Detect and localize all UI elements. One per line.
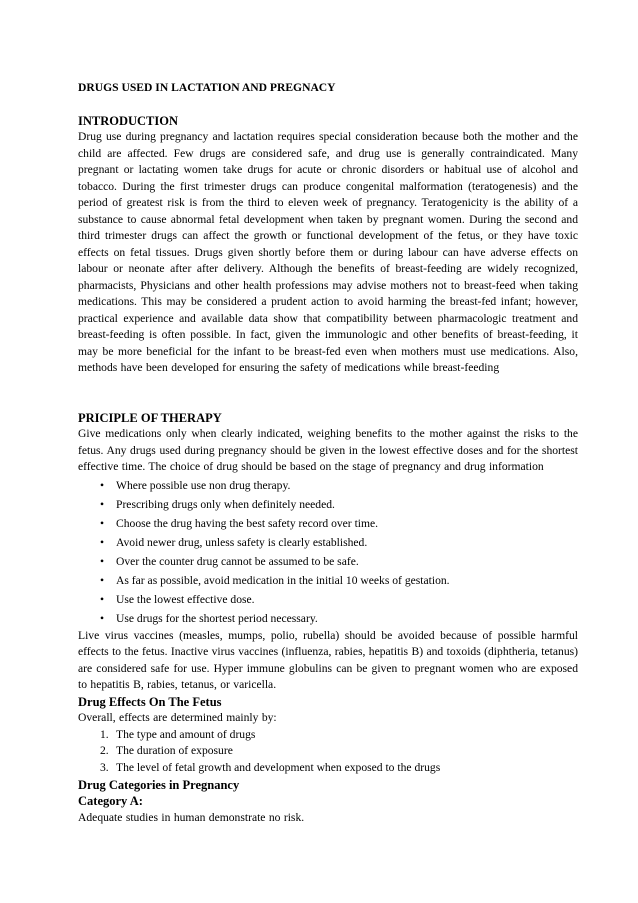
- bullet-text: Avoid newer drug, unless safety is clearly established.: [116, 535, 368, 549]
- vaccine-paragraph: Live virus vaccines (measles, mumps, polio, rubella) should be avoided because of possible harmful effects to the fetus. Inactive virus vaccines (influenza, rabies, hepatitis B) and toxoids (diphtheria, tetanus) are considered safe for use. Hyper immune globulins can be given to pregnant women who are exposed to hepatitis B, rabies, tetanus, or varicella.: [78, 628, 579, 691]
- bullet-icon: •: [100, 592, 105, 606]
- bullet-icon: •: [100, 573, 105, 587]
- introduction-paragraph: Drug use during pregnancy and lactation requires special consideration because both the mother and the child are affected. Few drugs are considered safe, and drug use is generally contraindicated. Many pregnant or lactating women take drugs for acute or chronic disorders or habitual use of alcohol and tobacco. During the first trimester drugs can produce congenital malformation (teratogenesis) and the period of greatest risk is from the third to eleven week of pregnancy. Teratogenicity is the ability of a substance to cause abnormal fetal development when taken by pregnant women. During the second and third trimester drugs can affect the growth or functional development of the fetus, or they have toxic effects on fetal tissues. Drugs given shortly before them or during labour can have adverse effects on labour or neonate after after delivery. Although the benefits of breast-feeding are widely recognized, pharmacists, Physicians and other health professions may advise mothers not to breast-feed when taking medications. This may be considered a prudent action to avoid harming the breast-fed infant; however, practical experience and available data show that compatibility between pharmacologic treatment and breast-feeding is often possible. In fact, given the immunologic and other benefits of breast-feeding, it may be more beneficial for the infant to be breast-fed even when mothers must use medications. Also, methods have been developed for ensuring the safety of medications while breast-feeding: [78, 130, 578, 374]
- bullet-icon: •: [100, 535, 105, 549]
- bullet-text: Use the lowest effective dose.: [116, 592, 255, 606]
- bullet-item: [100, 609, 578, 628]
- bullet-text: Where possible use non drug therapy.: [116, 478, 291, 492]
- category-a-text: Adequate studies in human demonstrate no risk.: [78, 810, 305, 824]
- drug-effects-intro: Overall, effects are determined mainly by:: [78, 711, 277, 724]
- item-number: 3.: [100, 761, 109, 775]
- numbered-item: [100, 727, 578, 744]
- item-number: 1.: [100, 727, 109, 741]
- principle-bullet-list: [78, 476, 578, 628]
- introduction-heading: INTRODUCTION: [78, 113, 179, 128]
- bullet-item: [100, 552, 578, 571]
- bullet-icon: •: [100, 611, 105, 625]
- section-gap: [78, 377, 578, 410]
- item-text: The level of fetal growth and development when exposed to the drugs: [116, 761, 441, 775]
- bullet-item: [100, 590, 578, 609]
- item-text: The duration of exposure: [116, 744, 233, 758]
- bullet-icon: •: [100, 516, 105, 530]
- principle-paragraph: Give medications only when clearly indicated, weighing benefits to the mother against the risks to the fetus. Any drugs used during pregnancy should be given in the lowest effective doses and for the shortest effective time. The choice of drug should be based on the stage of pregnancy and drug information: [78, 427, 578, 473]
- bullet-item: [100, 514, 578, 533]
- numbered-item: [100, 743, 578, 760]
- bullet-text: Over the counter drug cannot be assumed to be safe.: [116, 554, 359, 568]
- bullet-item: [100, 571, 578, 590]
- bullet-text: As far as possible, avoid medication in the initial 10 weeks of gestation.: [116, 573, 450, 587]
- item-text: The type and amount of drugs: [116, 727, 256, 741]
- bullet-item: [100, 495, 578, 514]
- drug-effects-list: [78, 727, 578, 777]
- bullet-icon: •: [100, 554, 105, 568]
- numbered-item: [100, 760, 578, 777]
- category-a-heading: Category A:: [78, 794, 143, 809]
- bullet-item: [100, 533, 578, 552]
- bullet-icon: •: [100, 478, 105, 492]
- bullet-text: Choose the drug having the best safety record over time.: [116, 516, 379, 530]
- bullet-text: Prescribing drugs only when definitely needed.: [116, 497, 335, 511]
- document-title: DRUGS USED IN LACTATION AND PREGNACY: [78, 81, 336, 94]
- item-number: 2.: [100, 744, 109, 758]
- drug-effects-heading: Drug Effects On The Fetus: [78, 694, 222, 709]
- principle-heading: PRICIPLE OF THERAPY: [78, 410, 222, 425]
- bullet-text: Use drugs for the shortest period necessary.: [116, 611, 318, 625]
- bullet-item: [100, 476, 578, 495]
- drug-categories-heading: Drug Categories in Pregnancy: [78, 777, 240, 792]
- bullet-icon: •: [100, 497, 105, 511]
